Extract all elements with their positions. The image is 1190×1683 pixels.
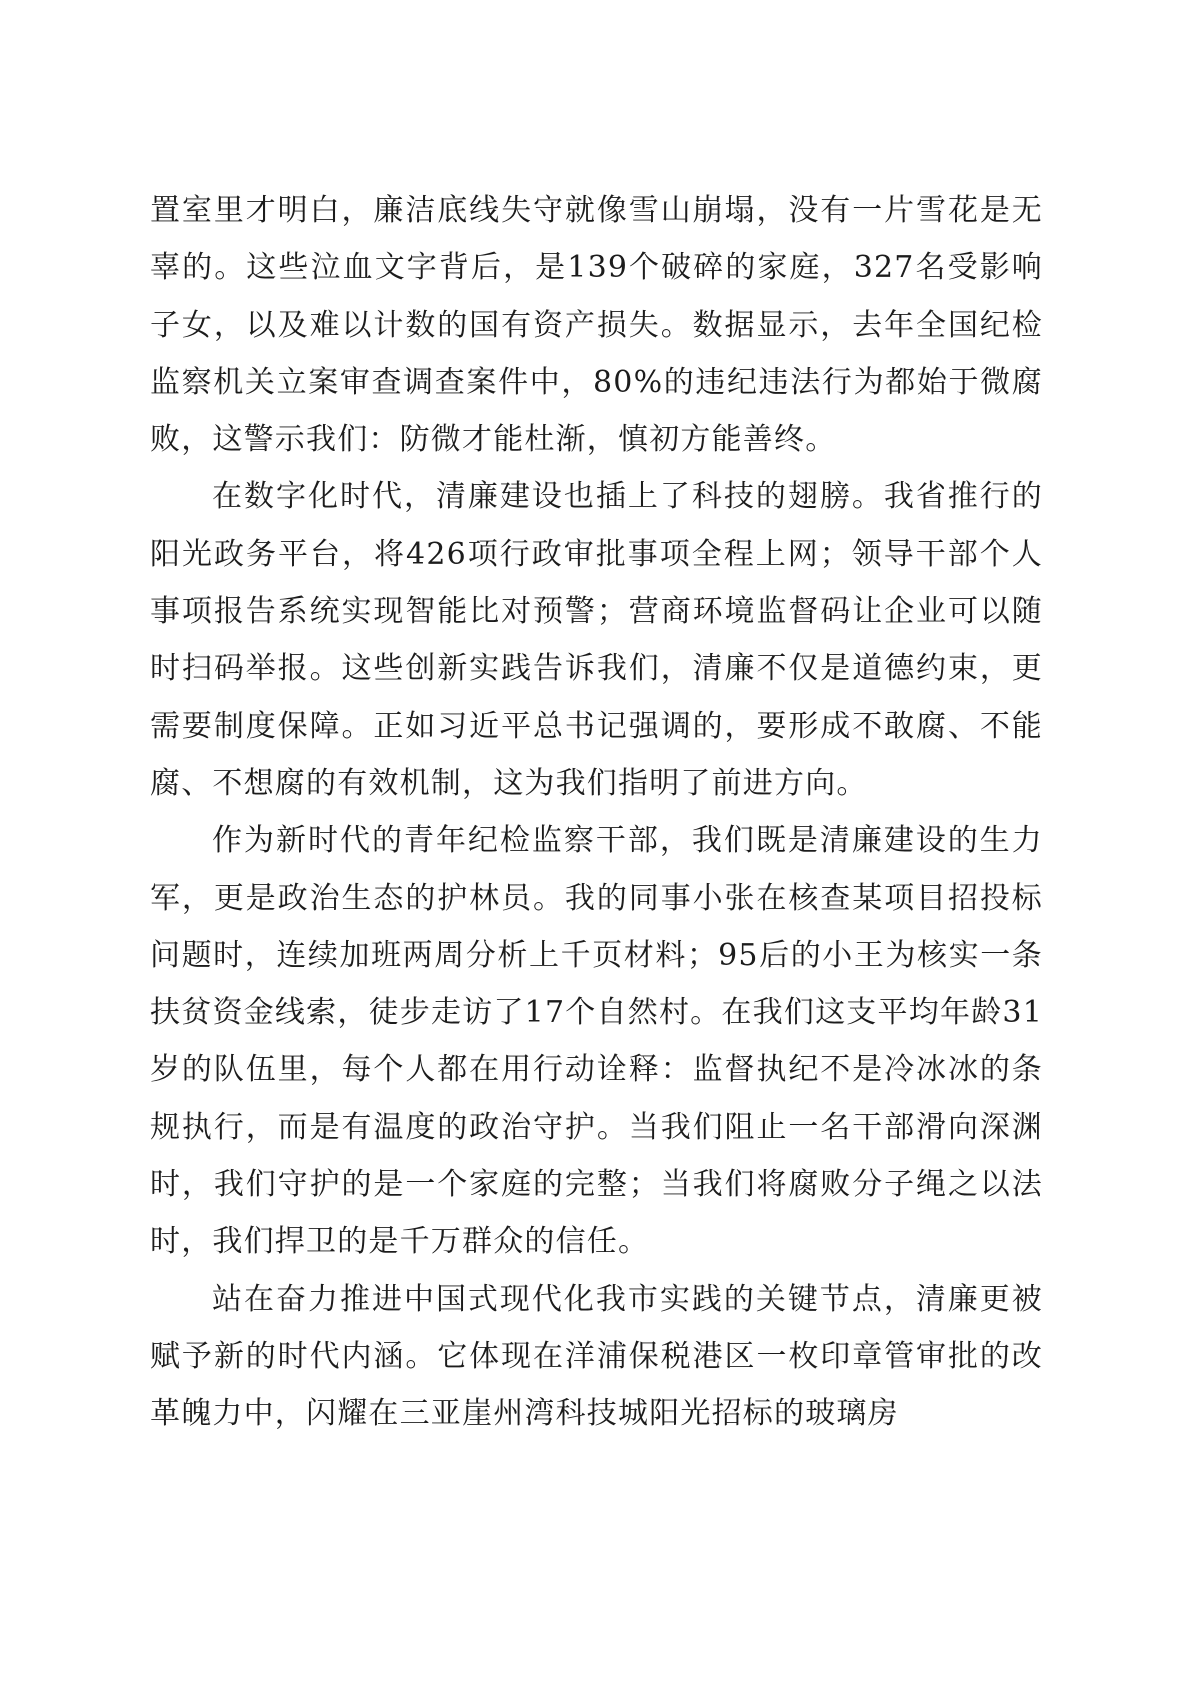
paragraph-4: 站在奋力推进中国式现代化我市实践的关键节点，清廉更被赋予新的时代内涵。它体现在洋浦保税港区一枚印章管审批的改革魄力中，闪耀在三亚崖州湾科技城阳光招标的玻璃房 [150, 1281, 1043, 1432]
paragraph-3: 作为新时代的青年纪检监察干部，我们既是清廉建设的生力军，更是政治生态的护林员。我的同事小张在核查某项目招投标问题时，连续加班两周分析上千页材料；95后的小王为核实一条扶贫资金线索，徒步走访了17个自然村。在我们这支平均年龄31岁的队伍里，每个人都在用行动诠释：监督执纪不是冷冰冰的条规执行，而是有温度的政治守护。当我们阻止一名干部滑向深渊时，我们守护的是一个家庭的完整；当我们将腐败分子绳之以法时，我们捍卫的是千万群众的信任。 [150, 823, 1043, 1260]
paragraph-1: 置室里才明白，廉洁底线失守就像雪山崩塌，没有一片雪花是无辜的。这些泣血文字背后，是139个破碎的家庭，327名受影响子女，以及难以计数的国有资产损失。数据显示，去年全国纪检监察机关立案审查调查案件中，80%的违纪违法行为都始于微腐败，这警示我们：防微才能杜渐，慎初方能善终。 [150, 193, 1043, 458]
document-body [150, 182, 1043, 1443]
paragraph-2: 在数字化时代，清廉建设也插上了科技的翅膀。我省推行的阳光政务平台，将426项行政审批事项全程上网；领导干部个人事项报告系统实现智能比对预警；营商环境监督码让企业可以随时扫码举报。这些创新实践告诉我们，清廉不仅是道德约束，更需要制度保障。正如习近平总书记强调的，要形成不敢腐、不能腐、不想腐的有效机制，这为我们指明了前进方向。 [150, 479, 1043, 801]
